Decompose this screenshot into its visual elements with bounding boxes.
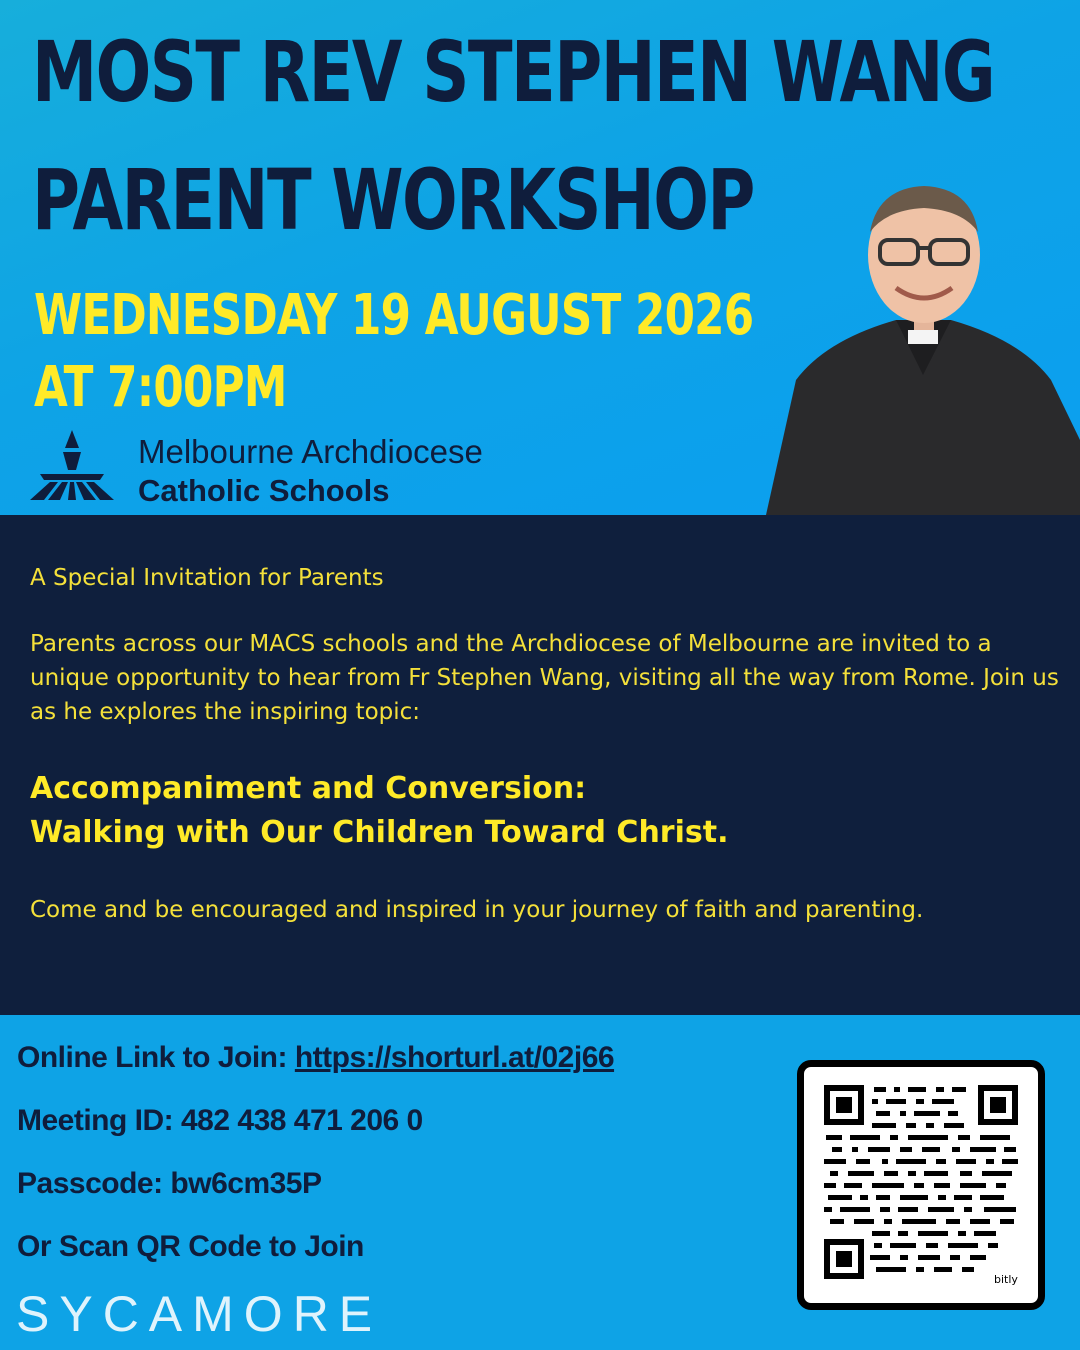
invitation-heading: A Special Invitation for Parents — [30, 565, 384, 591]
join-section — [0, 1015, 1080, 1350]
sycamore-logo: SYCAMORE — [16, 1286, 383, 1342]
topic-line-1: Accompaniment and Conversion: — [30, 771, 587, 806]
speaker-photo — [766, 170, 1080, 515]
event-time: AT 7:00PM — [34, 355, 287, 420]
online-link-label: Online Link to Join: — [17, 1041, 295, 1074]
meeting-id: Meeting ID: 482 438 471 206 0 — [17, 1104, 423, 1137]
organisation-name — [138, 432, 483, 509]
qr-watermark: bitly — [994, 1273, 1018, 1286]
title-line-2: PARENT WORKSHOP — [32, 151, 754, 249]
scan-instruction: Or Scan QR Code to Join — [17, 1230, 364, 1263]
topic-line-2: Walking with Our Children Toward Christ. — [30, 815, 729, 850]
invitation-body: Parents across our MACS schools and the Archdiocese of Melbourne are invited to a unique opportunity to hear from Fr Stephen Wang, visiting all the way from Rome. Join us as he explores the inspiring topic: — [30, 631, 1059, 725]
organisation-line-2: Catholic Schools — [138, 472, 390, 508]
workshop-topic — [30, 767, 728, 855]
invitation-section — [0, 515, 1080, 1015]
qr-code[interactable] — [797, 1060, 1045, 1310]
event-date: WEDNESDAY 19 AUGUST 2026 — [34, 283, 754, 348]
online-link[interactable]: https://shorturl.at/02j66 — [294, 1041, 615, 1074]
online-link-row — [17, 1041, 614, 1075]
title-line-1: MOST REV STEPHEN WANG — [32, 23, 995, 121]
passcode: Passcode: bw6cm35P — [17, 1167, 322, 1200]
invitation-closing: Come and be encouraged and inspired in your journey of faith and parenting. — [30, 897, 924, 923]
qr-code-icon — [824, 1085, 1018, 1279]
header-section — [0, 0, 1080, 515]
macs-logo-icon — [30, 430, 114, 500]
organisation-line-1: Melbourne Archdiocese — [138, 433, 483, 470]
